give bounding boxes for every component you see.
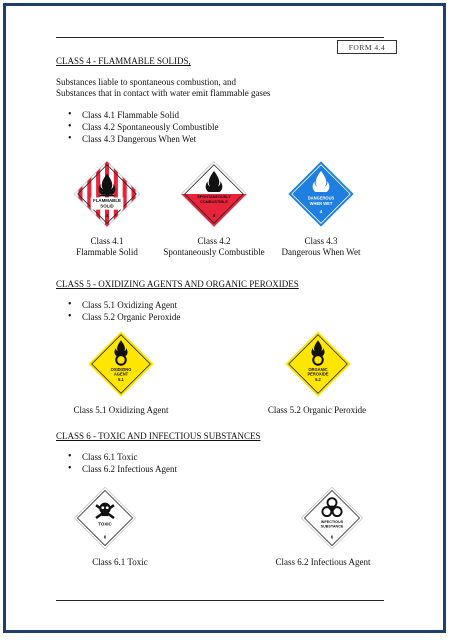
class4-desc-line1: Substances liable to spontaneous combustion, and xyxy=(56,77,236,87)
oxidizing-agent-placard xyxy=(87,330,155,398)
class4-heading: CLASS 4 - FLAMMABLE SOLIDS, xyxy=(56,56,191,66)
class6-list xyxy=(56,451,177,475)
sign-class-number: 4 xyxy=(319,209,323,215)
list-item: • Class 4.3 Dangerous When Wet xyxy=(56,133,219,145)
list-item: • Class 5.2 Organic Peroxide xyxy=(56,311,180,323)
caption-4-1-line2: Flammable Solid xyxy=(76,247,138,257)
class5-heading: CLASS 5 - OXIDIZING AGENTS AND ORGANIC PEROXIDES xyxy=(56,279,299,289)
sign-label-line: DANGEROUS xyxy=(307,195,335,201)
spontaneously-combustible-placard xyxy=(180,160,248,228)
caption-4-2-line2: Spontaneously Combustible xyxy=(163,247,265,257)
sign-label-line: SOLID xyxy=(100,203,114,209)
infectious-substance-placard xyxy=(300,486,364,550)
bottom-rule xyxy=(56,600,384,601)
top-rule xyxy=(56,37,384,38)
form-label: FORM 4.4 xyxy=(337,40,397,54)
sign-label-line: COMBUSTIBLE xyxy=(200,199,228,204)
sign-label-line: OXIDIZING xyxy=(110,366,132,372)
sign-label-line: SUBSTANCE xyxy=(320,524,344,529)
list-item: • Class 6.2 Infectious Agent xyxy=(56,463,177,475)
sign-class-number: 6 xyxy=(103,534,107,540)
sign-label-line: ORGANIC xyxy=(308,366,328,372)
flammable-solid-placard xyxy=(73,160,141,228)
sign-class-number: 6 xyxy=(330,534,334,540)
sign-class-number: 5.2 xyxy=(315,377,321,382)
class4-desc-line2: Substances that in contact with water emit flammable gases xyxy=(56,88,271,98)
sign-label-line: INFECTIOUS xyxy=(320,520,344,525)
list-item: • Class 4.2 Spontaneously Combustible xyxy=(56,121,219,133)
caption-5-1: Class 5.1 Oxidizing Agent xyxy=(73,405,169,415)
toxic-placard xyxy=(73,486,137,550)
sign-label-line: TOXIC xyxy=(98,521,112,527)
caption-6-1: Class 6.1 Toxic xyxy=(92,557,148,567)
caption-4-3-line2: Dangerous When Wet xyxy=(281,247,361,257)
dangerous-when-wet-placard xyxy=(287,160,355,228)
class4-list xyxy=(56,109,219,145)
caption-5-2: Class 5.2 Organic Peroxide xyxy=(267,405,367,415)
sign-label-line: AGENT xyxy=(113,371,129,377)
list-item: • Class 6.1 Toxic xyxy=(56,451,177,463)
caption-6-2: Class 6.2 Infectious Agent xyxy=(275,557,371,567)
sign-label-line: WHEN WET xyxy=(309,200,333,206)
class6-heading: CLASS 6 - TOXIC AND INFECTIOUS SUBSTANCES xyxy=(56,431,261,441)
sign-class-number: 4 xyxy=(212,214,216,220)
sign-class-number: 5.1 xyxy=(118,377,124,382)
list-item: • Class 5.1 Oxidizing Agent xyxy=(56,299,180,311)
organic-peroxide-placard xyxy=(284,330,352,398)
caption-4-1-line1: Class 4.1 xyxy=(90,236,124,246)
caption-4-3-line1: Class 4.3 xyxy=(304,236,338,246)
sign-label-line: SPONTANEOUSLY xyxy=(197,195,231,200)
list-item: • Class 4.1 Flammable Solid xyxy=(56,109,219,121)
sign-class-number: 4 xyxy=(105,214,109,220)
sign-label-line: PEROXIDE xyxy=(307,371,329,377)
sign-label-line: FLAMMABLE xyxy=(93,198,121,204)
class5-list xyxy=(56,299,180,323)
caption-4-2-line1: Class 4.2 xyxy=(197,236,231,246)
